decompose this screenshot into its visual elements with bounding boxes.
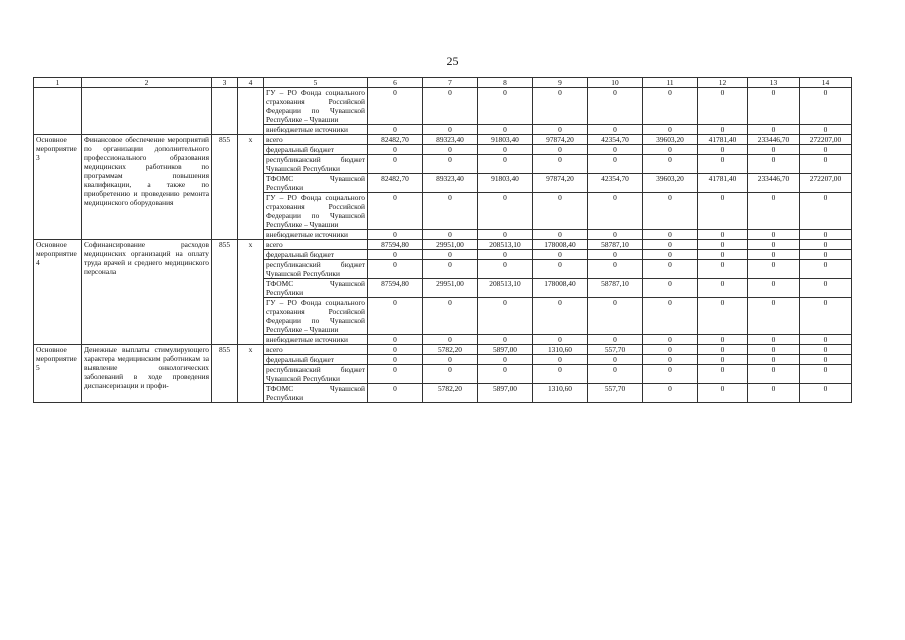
value-cell: 42354,70 <box>588 174 643 193</box>
value-cell: 233446,70 <box>748 135 800 145</box>
value-cell: 41781,40 <box>698 135 748 145</box>
value-cell: 0 <box>643 384 698 403</box>
value-cell: 0 <box>748 145 800 155</box>
value-cell: 58787,10 <box>588 240 643 250</box>
funding-source-cell: ГУ – РО Фонда социального страхования Российской Федерации по Чувашской Республике – Чувашии <box>264 298 368 335</box>
header-cell: 6 <box>368 78 423 88</box>
funding-source-cell: ГУ – РО Фонда социального страхования Российской Федерации по Чувашской Республике – Чувашии <box>264 193 368 230</box>
value-cell: 0 <box>588 88 643 125</box>
event-description-cell <box>82 88 212 135</box>
value-cell: 0 <box>533 250 588 260</box>
value-cell: 272207,00 <box>800 174 852 193</box>
value-cell: 0 <box>698 250 748 260</box>
funding-source-cell: ТФОМС Чувашской Республики <box>264 174 368 193</box>
value-cell: 0 <box>643 240 698 250</box>
value-cell: 39603,20 <box>643 135 698 145</box>
value-cell: 0 <box>698 298 748 335</box>
funding-source-cell: внебюджетные источники <box>264 125 368 135</box>
header-cell: 11 <box>643 78 698 88</box>
event-name-cell: Основное мероприятие 4 <box>34 240 82 345</box>
value-cell: 0 <box>698 155 748 174</box>
value-cell: 0 <box>588 298 643 335</box>
x-cell <box>238 88 264 135</box>
funding-source-cell: республиканский бюджет Чувашской Республики <box>264 365 368 384</box>
value-cell: 0 <box>423 155 478 174</box>
value-cell: 0 <box>643 345 698 355</box>
value-cell: 0 <box>368 155 423 174</box>
value-cell: 82482,70 <box>368 135 423 145</box>
value-cell: 178008,40 <box>533 240 588 250</box>
value-cell: 0 <box>368 88 423 125</box>
table-row <box>34 345 852 355</box>
value-cell: 0 <box>800 88 852 125</box>
value-cell: 1310,60 <box>533 384 588 403</box>
value-cell: 0 <box>643 365 698 384</box>
value-cell: 0 <box>588 365 643 384</box>
event-name-cell: Основное мероприятие 3 <box>34 135 82 240</box>
header-cell: 2 <box>82 78 212 88</box>
header-cell: 7 <box>423 78 478 88</box>
value-cell: 0 <box>478 365 533 384</box>
value-cell: 0 <box>533 355 588 365</box>
value-cell: 0 <box>588 125 643 135</box>
value-cell: 0 <box>588 230 643 240</box>
header-cell: 3 <box>212 78 238 88</box>
header-cell: 9 <box>533 78 588 88</box>
value-cell: 0 <box>698 279 748 298</box>
value-cell: 0 <box>800 365 852 384</box>
value-cell: 0 <box>800 240 852 250</box>
value-cell: 0 <box>588 335 643 345</box>
value-cell: 557,70 <box>588 384 643 403</box>
x-cell: х <box>238 345 264 403</box>
value-cell: 0 <box>533 193 588 230</box>
code-cell <box>212 88 238 135</box>
value-cell: 0 <box>748 384 800 403</box>
value-cell: 0 <box>588 145 643 155</box>
value-cell: 0 <box>368 260 423 279</box>
event-description-cell: Денежные выплаты стимулирующего характера медицинским работникам за выявление онкологических заболеваний в ходе проведения диспансеризации и профи- <box>82 345 212 403</box>
value-cell: 0 <box>643 125 698 135</box>
value-cell: 58787,10 <box>588 279 643 298</box>
value-cell: 0 <box>533 298 588 335</box>
header-cell: 14 <box>800 78 852 88</box>
value-cell: 0 <box>698 240 748 250</box>
value-cell: 5782,20 <box>423 384 478 403</box>
value-cell: 0 <box>478 260 533 279</box>
value-cell: 233446,70 <box>748 174 800 193</box>
value-cell: 0 <box>698 355 748 365</box>
value-cell: 0 <box>643 260 698 279</box>
event-name-cell: Основное мероприятие 5 <box>34 345 82 403</box>
value-cell: 0 <box>748 230 800 240</box>
value-cell: 0 <box>643 88 698 125</box>
value-cell: 0 <box>643 355 698 365</box>
value-cell: 0 <box>800 230 852 240</box>
value-cell: 0 <box>800 155 852 174</box>
value-cell: 0 <box>368 355 423 365</box>
value-cell: 0 <box>368 335 423 345</box>
value-cell: 0 <box>698 230 748 240</box>
value-cell: 0 <box>423 230 478 240</box>
value-cell: 0 <box>748 260 800 279</box>
value-cell: 0 <box>368 145 423 155</box>
value-cell: 29951,00 <box>423 240 478 250</box>
value-cell: 0 <box>748 88 800 125</box>
value-cell: 1310,60 <box>533 345 588 355</box>
value-cell: 0 <box>423 298 478 335</box>
value-cell: 0 <box>643 279 698 298</box>
value-cell: 0 <box>368 125 423 135</box>
header-cell: 10 <box>588 78 643 88</box>
value-cell: 0 <box>748 279 800 298</box>
funding-source-cell: внебюджетные источники <box>264 230 368 240</box>
value-cell: 82482,70 <box>368 174 423 193</box>
value-cell: 97874,20 <box>533 135 588 145</box>
value-cell: 0 <box>478 298 533 335</box>
value-cell: 42354,70 <box>588 135 643 145</box>
funding-source-cell: всего <box>264 240 368 250</box>
value-cell: 0 <box>588 355 643 365</box>
code-cell: 855 <box>212 240 238 345</box>
value-cell: 0 <box>368 193 423 230</box>
value-cell: 87594,80 <box>368 240 423 250</box>
funding-source-cell: внебюджетные источники <box>264 335 368 345</box>
value-cell: 0 <box>423 88 478 125</box>
funding-source-cell: республиканский бюджет Чувашской Республики <box>264 260 368 279</box>
value-cell: 0 <box>800 335 852 345</box>
table-row <box>34 135 852 145</box>
value-cell: 0 <box>478 145 533 155</box>
value-cell: 0 <box>698 384 748 403</box>
funding-source-cell: ГУ – РО Фонда социального страхования Российской Федерации по Чувашской Республике – Чувашии <box>264 88 368 125</box>
header-cell: 5 <box>264 78 368 88</box>
value-cell: 0 <box>800 279 852 298</box>
value-cell: 0 <box>800 250 852 260</box>
value-cell: 87594,80 <box>368 279 423 298</box>
value-cell: 0 <box>368 384 423 403</box>
header-cell: 8 <box>478 78 533 88</box>
value-cell: 208513,10 <box>478 240 533 250</box>
value-cell: 5782,20 <box>423 345 478 355</box>
value-cell: 0 <box>533 335 588 345</box>
table-row <box>34 240 852 250</box>
value-cell: 0 <box>748 193 800 230</box>
funding-source-cell: всего <box>264 135 368 145</box>
value-cell: 0 <box>748 240 800 250</box>
funding-source-cell: федеральный бюджет <box>264 145 368 155</box>
code-cell: 855 <box>212 135 238 240</box>
value-cell: 0 <box>698 365 748 384</box>
table-row <box>34 88 852 125</box>
value-cell: 0 <box>748 125 800 135</box>
value-cell: 0 <box>800 193 852 230</box>
value-cell: 91803,40 <box>478 135 533 145</box>
value-cell: 0 <box>643 230 698 240</box>
funding-source-cell: ТФОМС Чувашской Республики <box>264 279 368 298</box>
value-cell: 0 <box>368 365 423 384</box>
value-cell: 0 <box>478 125 533 135</box>
value-cell: 89323,40 <box>423 174 478 193</box>
value-cell: 0 <box>478 155 533 174</box>
value-cell: 0 <box>423 355 478 365</box>
value-cell: 0 <box>423 193 478 230</box>
value-cell: 0 <box>423 260 478 279</box>
value-cell: 29951,00 <box>423 279 478 298</box>
value-cell: 0 <box>643 155 698 174</box>
value-cell: 0 <box>368 298 423 335</box>
value-cell: 0 <box>368 230 423 240</box>
x-cell: х <box>238 240 264 345</box>
header-cell: 4 <box>238 78 264 88</box>
value-cell: 208513,10 <box>478 279 533 298</box>
budget-table <box>33 77 852 403</box>
value-cell: 0 <box>800 384 852 403</box>
header-cell: 13 <box>748 78 800 88</box>
value-cell: 0 <box>423 145 478 155</box>
value-cell: 0 <box>423 335 478 345</box>
value-cell: 0 <box>643 335 698 345</box>
value-cell: 0 <box>698 193 748 230</box>
value-cell: 0 <box>478 88 533 125</box>
value-cell: 0 <box>478 230 533 240</box>
value-cell: 0 <box>423 125 478 135</box>
value-cell: 0 <box>800 145 852 155</box>
value-cell: 0 <box>588 193 643 230</box>
value-cell: 0 <box>698 125 748 135</box>
value-cell: 0 <box>748 335 800 345</box>
value-cell: 0 <box>748 365 800 384</box>
value-cell: 272207,00 <box>800 135 852 145</box>
event-name-cell <box>34 88 82 135</box>
value-cell: 0 <box>588 155 643 174</box>
value-cell: 0 <box>643 193 698 230</box>
value-cell: 0 <box>800 345 852 355</box>
value-cell: 0 <box>800 260 852 279</box>
value-cell: 0 <box>533 260 588 279</box>
value-cell: 178008,40 <box>533 279 588 298</box>
funding-source-cell: всего <box>264 345 368 355</box>
value-cell: 0 <box>368 345 423 355</box>
value-cell: 0 <box>643 298 698 335</box>
value-cell: 0 <box>698 335 748 345</box>
header-row <box>34 78 852 88</box>
value-cell: 91803,40 <box>478 174 533 193</box>
value-cell: 0 <box>588 260 643 279</box>
header-cell: 12 <box>698 78 748 88</box>
funding-source-cell: республиканский бюджет Чувашской Республики <box>264 155 368 174</box>
value-cell: 0 <box>748 345 800 355</box>
funding-source-cell: федеральный бюджет <box>264 355 368 365</box>
value-cell: 0 <box>748 298 800 335</box>
value-cell: 0 <box>698 88 748 125</box>
value-cell: 39603,20 <box>643 174 698 193</box>
value-cell: 0 <box>423 250 478 260</box>
funding-source-cell: ТФОМС Чувашской Республики <box>264 384 368 403</box>
value-cell: 0 <box>533 365 588 384</box>
funding-source-cell: федеральный бюджет <box>264 250 368 260</box>
value-cell: 41781,40 <box>698 174 748 193</box>
event-description-cell: Софинансирование расходов медицинских организаций на оплату труда врачей и среднего медицинского персонала <box>82 240 212 345</box>
value-cell: 0 <box>368 250 423 260</box>
x-cell: х <box>238 135 264 240</box>
value-cell: 0 <box>533 145 588 155</box>
value-cell: 0 <box>533 88 588 125</box>
value-cell: 0 <box>800 298 852 335</box>
value-cell: 0 <box>478 335 533 345</box>
value-cell: 0 <box>588 250 643 260</box>
value-cell: 0 <box>698 260 748 279</box>
value-cell: 0 <box>698 145 748 155</box>
value-cell: 5897,00 <box>478 384 533 403</box>
value-cell: 0 <box>800 125 852 135</box>
page-number: 25 <box>446 54 459 68</box>
value-cell: 0 <box>478 355 533 365</box>
value-cell: 0 <box>698 345 748 355</box>
value-cell: 0 <box>800 355 852 365</box>
value-cell: 557,70 <box>588 345 643 355</box>
event-description-cell: Финансовое обеспечение мероприятий по организации дополнительного профессионального образования медицинских работников по программам повышения квалификации, а также по приобретению и проведению ремонта медицинского оборудования <box>82 135 212 240</box>
value-cell: 0 <box>748 155 800 174</box>
value-cell: 0 <box>478 193 533 230</box>
header-cell: 1 <box>34 78 82 88</box>
value-cell: 89323,40 <box>423 135 478 145</box>
value-cell: 0 <box>643 250 698 260</box>
value-cell: 0 <box>533 230 588 240</box>
value-cell: 0 <box>423 365 478 384</box>
value-cell: 0 <box>533 155 588 174</box>
value-cell: 97874,20 <box>533 174 588 193</box>
value-cell: 0 <box>478 250 533 260</box>
value-cell: 0 <box>643 145 698 155</box>
value-cell: 0 <box>748 250 800 260</box>
value-cell: 5897,00 <box>478 345 533 355</box>
value-cell: 0 <box>533 125 588 135</box>
code-cell: 855 <box>212 345 238 403</box>
value-cell: 0 <box>748 355 800 365</box>
